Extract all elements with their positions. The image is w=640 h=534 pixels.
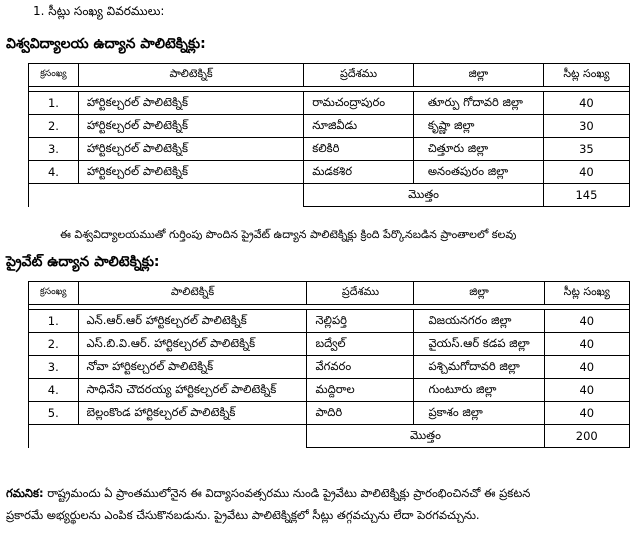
cell-place: నూజివీడు (304, 115, 414, 138)
cell-sno: 3. (29, 138, 79, 161)
table-row (29, 333, 630, 356)
cell-sno: 4. (29, 161, 79, 184)
cell-polytechnic: హార్టికల్చరల్ పాలిటెక్నిక్ (78, 161, 303, 184)
cell-sno: 2. (29, 115, 79, 138)
cell-district: గుంటూరు జిల్లా (414, 379, 544, 402)
footnote-line1: రాష్ట్రమందు ఏ ప్రాంతములోనైన ఈ విద్యాసంవత్సరము నుండి ప్రైవేటు పాలిటెక్నిక్లు ప్రారంభించినచో ఈ ప్రకటన (47, 486, 531, 500)
cell-district: తూర్పు గోదావరి జిల్లా (413, 92, 543, 115)
footnote-line2: ప్రకారమే అభ్యర్థులను ఎంపిక చేసుకొనబడును. ప్రైవేటు పాలిటెక్నిక్లలో సీట్లు తగ్గవచ్చును లేదా పెరగవచ్చును. (6, 508, 480, 522)
cell-place: నెల్లిపర్తి (307, 310, 414, 333)
table-row (29, 138, 630, 161)
header-polytechnic: పాలిటెక్నిక్ (78, 64, 303, 87)
table-row (29, 310, 630, 333)
total-row (29, 184, 630, 207)
header-place: ప్రదేశము (307, 282, 414, 305)
cell-seats: 40 (544, 402, 629, 425)
private-note: ఈ విశ్వవిద్యాలయముతో గుర్తింపు పొందిన ప్రైవేట్ ఉద్యాన పాలిటెక్నిక్లు క్రింది పేర్కొనబడిన ప్రాంతాలలో కలవు (60, 228, 517, 241)
cell-polytechnic: హార్టికల్చరల్ పాలిటెక్నిక్ (78, 92, 303, 115)
header-polytechnic: పాలిటెక్నిక్ (78, 282, 307, 305)
cell-seats: 40 (543, 161, 629, 184)
cell-seats: 35 (543, 138, 629, 161)
cell-place: మడకశిర (304, 161, 414, 184)
table-row (29, 402, 630, 425)
section-title-private: ప్రైవేట్ ఉద్యాన పాలిటెక్నిక్లు: (6, 254, 160, 270)
header-place: ప్రదేశము (304, 64, 414, 87)
table-row (29, 379, 630, 402)
header-district: జిల్లా (414, 282, 544, 305)
table-row (29, 115, 630, 138)
cell-place: బద్వేల్ (307, 333, 414, 356)
header-seats: సీట్ల సంఖ్య (543, 64, 629, 87)
table-row (29, 356, 630, 379)
cell-polytechnic: నోవా హార్టికల్చరల్ పాలిటెక్నిక్ (78, 356, 307, 379)
cell-place: మద్దిరాల (307, 379, 414, 402)
cell-district: పశ్చిమగోదావరి జిల్లా (414, 356, 544, 379)
header-sno: క్రసంఖ్య (29, 64, 79, 87)
cell-district: ప్రకాశం జిల్లా (414, 402, 544, 425)
cell-place: పాదిరి (307, 402, 414, 425)
cell-sno: 4. (29, 379, 79, 402)
cell-seats: 40 (544, 310, 629, 333)
cell-polytechnic: సాధినేని చౌదరయ్య హార్టికల్చరల్ పాలిటెక్నిక్ (78, 379, 307, 402)
total-value: 145 (543, 184, 629, 207)
total-label: మొత్తం (307, 425, 544, 448)
table-header-row (29, 282, 630, 305)
cell-district: కృష్ణా జిల్లా (413, 115, 543, 138)
cell-seats: 40 (543, 92, 629, 115)
total-row (29, 425, 630, 448)
footnote (6, 482, 634, 526)
section-title-university: విశ్వవిద్యాలయ ఉద్యాన పాలిటెక్నిక్లు: (6, 36, 206, 52)
cell-polytechnic: హార్టికల్చరల్ పాలిటెక్నిక్ (78, 138, 303, 161)
cell-sno: 1. (29, 92, 79, 115)
cell-polytechnic: బెల్లంకొండ హార్టికల్చరల్ పాలిటెక్నిక్ (78, 402, 307, 425)
cell-district: అనంతపురం జిల్లా (413, 161, 543, 184)
cell-sno: 1. (29, 310, 79, 333)
cell-polytechnic: ఎస్.బి.వి.ఆర్. హార్టికల్చరల్ పాలిటెక్నిక్ (78, 333, 307, 356)
table-header-row (29, 64, 630, 87)
cell-sno: 2. (29, 333, 79, 356)
header-district: జిల్లా (413, 64, 543, 87)
total-value: 200 (544, 425, 629, 448)
university-polytechnics-table (28, 63, 630, 207)
cell-place: రామచంద్రాపురం (304, 92, 414, 115)
cell-seats: 40 (544, 379, 629, 402)
footnote-label: గమనిక: (6, 486, 44, 500)
header-seats: సీట్ల సంఖ్య (544, 282, 629, 305)
table-row (29, 161, 630, 184)
item-title: 1. సీట్లు సంఖ్య వివరములు: (33, 4, 165, 18)
cell-place: వేగవరం (307, 356, 414, 379)
table-row (29, 92, 630, 115)
cell-polytechnic: హార్టికల్చరల్ పాలిటెక్నిక్ (78, 115, 303, 138)
cell-sno: 3. (29, 356, 79, 379)
header-sno: క్రసంఖ్య (29, 282, 79, 305)
cell-sno: 5. (29, 402, 79, 425)
cell-district: వైయస్.ఆర్ కడప జిల్లా (414, 333, 544, 356)
cell-seats: 30 (543, 115, 629, 138)
cell-polytechnic: ఎన్.ఆర్.ఆర్ హార్టికల్చరల్ పాలిటెక్నిక్ (78, 310, 307, 333)
cell-district: చిత్తూరు జిల్లా (413, 138, 543, 161)
cell-seats: 40 (544, 333, 629, 356)
total-label: మొత్తం (304, 184, 544, 207)
cell-district: విజయనగరం జిల్లా (414, 310, 544, 333)
cell-place: కలికిరి (304, 138, 414, 161)
cell-seats: 40 (544, 356, 629, 379)
private-polytechnics-table (28, 281, 630, 448)
